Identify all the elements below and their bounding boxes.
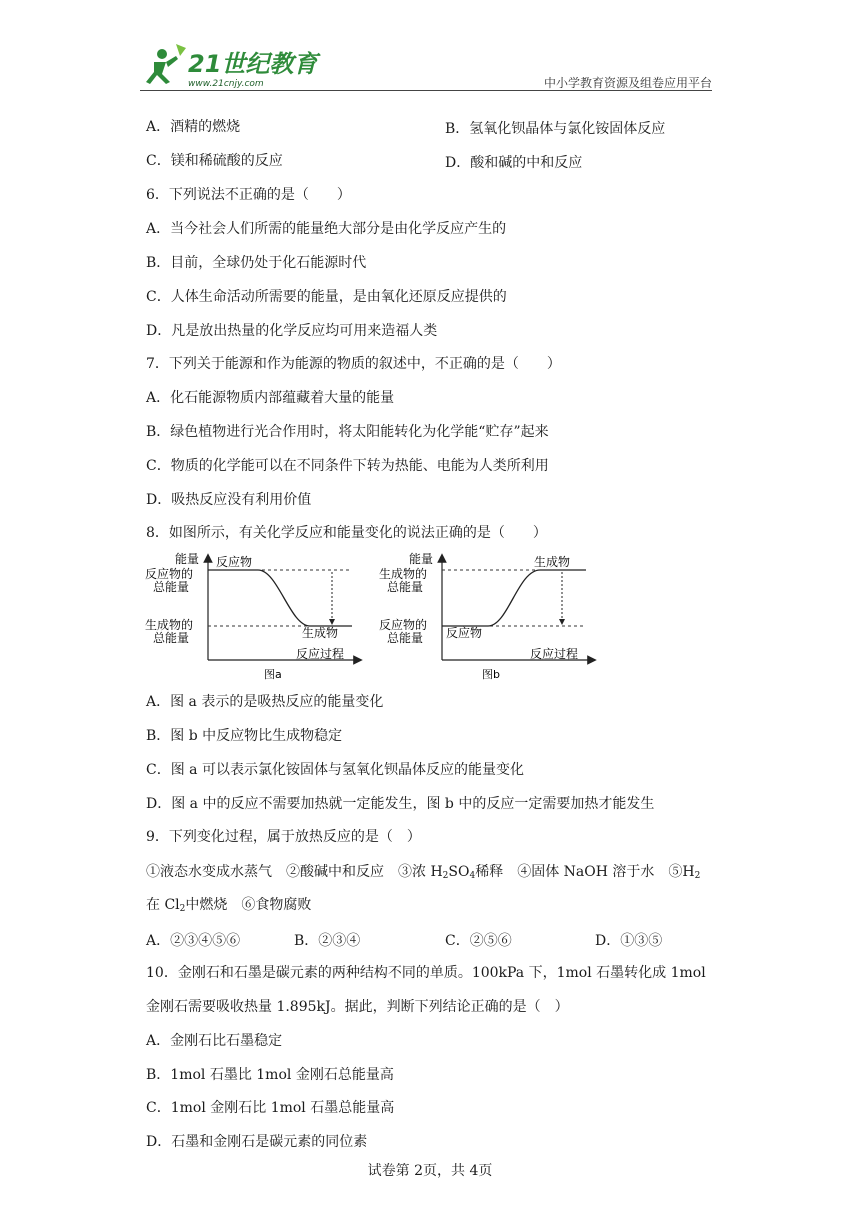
q7-option-c: C．物质的化学能可以在不同条件下转为热能、电能为人类所利用 [146,458,549,474]
fig-a-lower-label-2: 总能量 [153,631,190,645]
q9-items-1a: ①液态水变成水蒸气 ②酸碱中和反应 ③浓 H [146,864,443,880]
q10-option-a: A．金刚石比石墨稳定 [146,1033,283,1049]
fig-b-upper-label-2: 总能量 [387,580,424,594]
runner-icon [146,44,186,84]
figure-a [145,551,358,681]
page-header [140,40,712,92]
fig-b-end-label: 生成物 [534,555,571,569]
q9-option-c: C．②⑤⑥ [445,933,512,949]
page-footer: 试卷第 2页，共 4页 [367,1163,493,1179]
q10-stem-line-2: 金刚石需要吸收热量 1.895kJ。据此，判断下列结论正确的是（ ） [146,999,569,1015]
q10-stem-line-1: 10．金刚石和石墨是碳元素的两种结构不同的单质。100kPa 下，1mol 石墨转化成 1mol [146,965,706,981]
q5-option-a: A．酒精的燃烧 [146,119,241,135]
fig-a-curve [208,570,352,626]
q7-option-b: B．绿色植物进行光合作用时，将太阳能转化为化学能“贮存”起来 [146,424,549,440]
fig-b-lower-label-1: 反应物的 [379,618,428,632]
q6-option-a: A．当今社会人们所需的能量绝大部分是由化学反应产生的 [146,221,507,237]
fig-a-x-axis-label: 反应过程 [296,647,345,661]
fig-b-caption: 图b [482,668,500,681]
q9-option-a: A．②③④⑤⑥ [146,933,241,949]
q6-stem: 6．下列说法不正确的是（ ） [146,187,351,203]
fig-b-y-axis-label: 能量 [409,552,434,566]
fig-b-x-axis-label: 反应过程 [530,647,579,661]
header-divider [140,90,712,91]
fig-a-upper-label-2: 总能量 [153,580,190,594]
q9-option-d: D．①③⑤ [595,933,663,949]
q6-option-b: B．目前，全球仍处于化石能源时代 [146,255,367,271]
q8-option-b: B．图 b 中反应物比生成物稳定 [146,728,343,744]
q9-items-1c: 稀释 ④固体 NaOH 溶于水 ⑤H [475,864,695,880]
q8-option-c: C．图 a 可以表示氯化铵固体与氢氧化钡晶体反应的能量变化 [146,762,524,778]
fig-a-caption: 图a [264,668,282,681]
q6-option-d: D．凡是放出热量的化学反应均可用来造福人类 [146,323,438,339]
logo-text: 21世纪教育 [188,50,318,78]
platform-name: 中小学教育资源及组卷应用平台 [543,76,712,90]
fig-b-curve [442,570,586,626]
fig-b-upper-label-1: 生成物的 [379,567,428,581]
q8-stem: 8．如图所示，有关化学反应和能量变化的说法正确的是（ ） [146,525,547,541]
q6-option-c: C．人体生命活动所需要的能量，是由氧化还原反应提供的 [146,289,507,305]
q9-items-1b: SO [448,864,470,880]
fig-a-lower-label-1: 生成物的 [145,618,194,632]
fig-b-lower-label-2: 总能量 [387,631,424,645]
q8-option-d: D．图 a 中的反应不需要加热就一定能发生，图 b 中的反应一定需要加热才能发生 [146,796,655,812]
q5-option-c: C．镁和稀硫酸的反应 [146,153,283,169]
energy-diagrams [140,548,600,688]
q9-items-1b-sub: 4 [469,871,476,881]
q7-option-d: D．吸热反应没有利用价值 [146,492,312,508]
fig-a-start-label: 反应物 [216,555,253,569]
figure-b [379,551,592,681]
q9-items-2b: 中燃烧 ⑥食物腐败 [185,897,312,913]
q9-items-line-2 [146,896,311,914]
q5-option-d: D．酸和碱的中和反应 [445,155,583,171]
q9-items-2a: 在 Cl [146,897,180,913]
q10-option-c: C．1mol 金刚石比 1mol 石墨总能量高 [146,1100,395,1116]
fig-b-start-label: 反应物 [446,626,483,640]
fig-a-end-label: 生成物 [302,626,339,640]
q9-items-2a-sub: 2 [179,904,186,914]
q8-option-a: A．图 a 表示的是吸热反应的能量变化 [146,694,384,710]
q9-items-1a-sub: 2 [442,871,449,881]
logo-url: www.21cnjy.com [188,79,264,89]
q10-option-d: D．石墨和金刚石是碳元素的同位素 [146,1134,368,1150]
q9-items-1c-sub: 2 [694,871,701,881]
fig-a-y-axis-label: 能量 [175,552,200,566]
fig-a-upper-label-1: 反应物的 [145,567,194,581]
q7-stem: 7．下列关于能源和作为能源的物质的叙述中，不正确的是（ ） [146,356,561,372]
q5-option-b: B．氢氧化钡晶体与氯化铵固体反应 [445,121,666,137]
logo [140,40,360,92]
q9-stem: 9．下列变化过程，属于放热反应的是（ ） [146,829,421,845]
q9-option-b: B．②③④ [294,933,361,949]
q7-option-a: A．化石能源物质内部蕴藏着大量的能量 [146,390,395,406]
q9-items-line-1 [146,863,700,881]
q10-option-b: B．1mol 石墨比 1mol 金刚石总能量高 [146,1067,394,1083]
